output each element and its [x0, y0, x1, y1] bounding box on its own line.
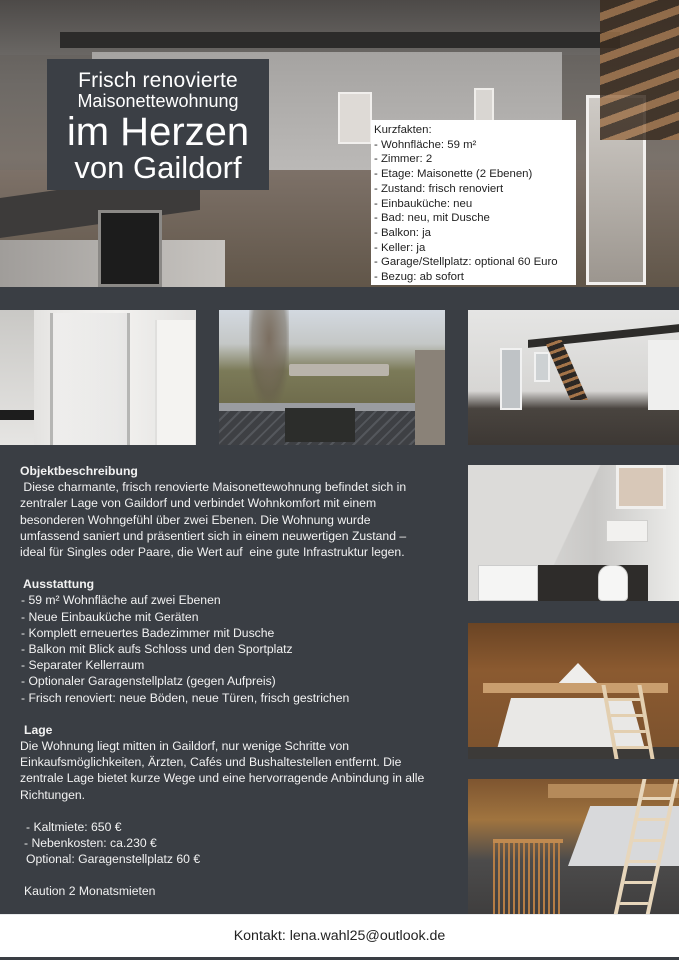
photo-wall: [415, 350, 445, 445]
photo-tree: [249, 310, 289, 405]
photo-toilet: [598, 565, 628, 601]
hero-oven: [98, 210, 162, 287]
title-line-3: im Herzen: [66, 110, 250, 154]
facts-heading: Kurzfakten:: [374, 124, 432, 136]
feature-item: - Komplett erneuertes Badezimmer mit Dusche: [21, 625, 275, 640]
photo-window: [534, 352, 550, 382]
bathroom-shower-photo: [0, 310, 196, 445]
fact-item: - Einbauküche: neu: [374, 197, 473, 210]
facts-box: [371, 120, 576, 285]
feature-item: - Frisch renoviert: neue Böden, neue Türen, frisch gestrichen: [21, 690, 350, 705]
photo-shower-glass: [50, 313, 130, 445]
description-line: besonderen Wohngefühl über zwei Ebenen. Die Wohnung wurde: [20, 512, 371, 527]
wc-bathroom-photo: [468, 465, 679, 601]
photo-wall: [0, 310, 34, 445]
description-line: zentraler Lage von Gaildorf und verbindet Wohnkomfort mit einem: [20, 496, 377, 511]
contact-email[interactable]: Kontakt: lena.wahl25@outlook.de: [233, 928, 446, 944]
feature-item: - Neue Einbauküche mit Geräten: [21, 609, 199, 624]
title-line-4: von Gaildorf: [74, 150, 242, 185]
hero-window: [338, 92, 372, 144]
photo-sign: [285, 408, 355, 442]
photo-cistern: [606, 520, 648, 542]
fact-item: - Zustand: frisch renoviert: [374, 182, 504, 195]
feature-item: - 59 m² Wohnfläche auf zwei Ebenen: [21, 593, 221, 608]
fact-item: - Balkon: ja: [374, 226, 431, 239]
object-description-heading: Objektbeschreibung: [20, 464, 138, 478]
hero-stairs: [600, 0, 679, 140]
description: [20, 463, 460, 916]
photo-railing: [493, 839, 563, 915]
photo-floor: [528, 565, 648, 601]
deposit: Kaution 2 Monatsmieten: [24, 884, 156, 899]
location-line: Die Wohnung liegt mitten in Gaildorf, nur wenige Schritte von: [20, 739, 350, 754]
balcony-view-photo: [219, 310, 445, 445]
costs-section: [20, 819, 460, 900]
location-line: zentrale Lage bietet kurze Wege und eine hervorragende Anbindung in alle: [20, 771, 425, 786]
photo-door: [155, 320, 195, 445]
description-line: Diese charmante, frisch renovierte Maisonettewohnung befindet sich in: [20, 480, 407, 495]
photo-window: [616, 465, 666, 509]
location-line: Richtungen.: [20, 787, 86, 802]
loft-railing-photo: [468, 779, 679, 915]
fact-item: - Keller: ja: [374, 241, 426, 254]
feature-item: - Optionaler Garagenstellplatz (gegen Aufpreis): [21, 674, 276, 689]
cold-rent: - Kaltmiete: 650 €: [26, 819, 122, 834]
description-line: umfassend saniert und präsentiert sich in einem neuwertigen Zustand –: [20, 528, 407, 543]
photo-shower-tray: [478, 565, 538, 601]
location-line: Einkaufsmöglichkeiten, Ärzten, Cafés und Bushaltestellen entfernt. Die: [20, 755, 402, 770]
fact-item: - Bad: neu, mit Dusche: [374, 212, 490, 225]
photo-counter: [0, 410, 34, 420]
location-heading: Lage: [24, 722, 53, 737]
hero-ceiling-beam: [60, 32, 620, 48]
loft-ladder-photo: [468, 623, 679, 759]
fact-item: - Zimmer: 2: [374, 153, 433, 166]
title-line-1: Frisch renovierte: [78, 69, 238, 92]
object-description-section: [20, 463, 460, 560]
contact-footer: [0, 915, 679, 957]
title-box: [47, 59, 269, 190]
location-section: [20, 722, 460, 803]
photo-wall: [648, 340, 679, 410]
hero-image: [0, 0, 679, 287]
photo-bridge: [289, 364, 389, 376]
optional-garage-cost: Optional: Garagenstellplatz 60 €: [26, 852, 201, 867]
title-line-2: Maisonettewohnung: [77, 91, 239, 111]
fact-item: - Wohnfläche: 59 m²: [374, 138, 477, 151]
features-section: [21, 576, 460, 706]
fact-item: - Garage/Stellplatz: optional 60 Euro: [374, 256, 558, 269]
feature-item: - Balkon mit Blick aufs Schloss und den Sportplatz: [21, 642, 293, 657]
feature-item: - Separater Kellerraum: [21, 658, 145, 673]
utilities-cost: - Nebenkosten: ca.230 €: [24, 836, 157, 851]
fact-item: - Etage: Maisonette (2 Ebenen): [374, 168, 533, 181]
living-room-stairs-photo: [468, 310, 679, 445]
description-line: ideal für Singles oder Paare, die Wert auf eine gute Infrastruktur legen.: [20, 545, 405, 560]
features-heading: Ausstattung: [23, 577, 95, 592]
photo-stairs: [544, 340, 588, 400]
photo-door: [500, 348, 522, 410]
fact-item: - Bezug: ab sofort: [374, 271, 464, 284]
